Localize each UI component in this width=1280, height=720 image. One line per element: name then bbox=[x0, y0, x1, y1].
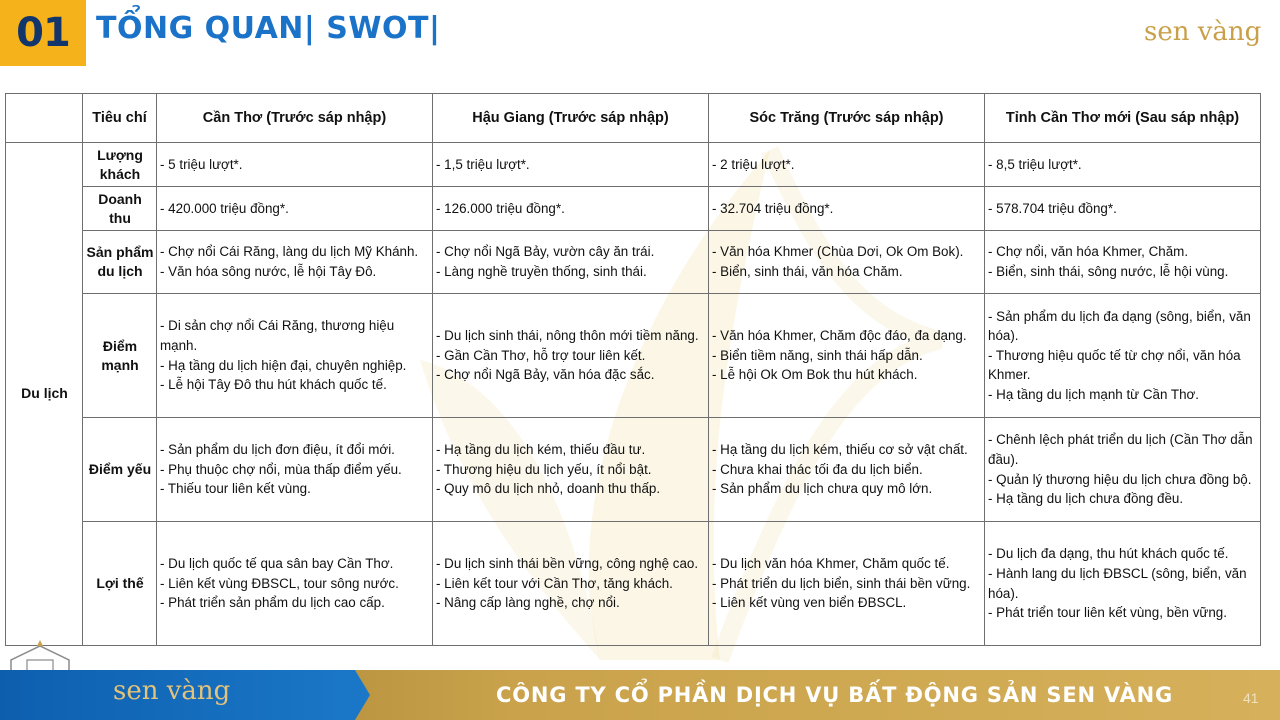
cell-line: - Phát triển du lịch biển, sinh thái bền vững. bbox=[712, 575, 971, 591]
table-cell bbox=[433, 418, 709, 522]
cell-line: - Hành lang du lịch ĐBSCL (sông, biển, văn hóa). bbox=[988, 565, 1247, 601]
table-cell bbox=[157, 418, 433, 522]
footer-logo-text: sen vàng bbox=[113, 676, 231, 706]
cell-line: - Lễ hội Ok Om Bok thu hút khách. bbox=[712, 367, 918, 383]
table-cell bbox=[709, 187, 985, 231]
cell-line: - Phát triển sản phẩm du lịch cao cấp. bbox=[160, 595, 385, 611]
cell-line: - Phụ thuộc chợ nổi, mùa thấp điểm yếu. bbox=[160, 461, 402, 477]
company-name: CÔNG TY CỔ PHẦN DỊCH VỤ BẤT ĐỘNG SẢN SEN VÀNG bbox=[496, 683, 1174, 707]
section-number-box bbox=[0, 0, 86, 66]
cell-line: - Hạ tầng du lịch hiện đại, chuyên nghiệp. bbox=[160, 357, 407, 373]
cell-line: - Quản lý thương hiệu du lịch chưa đồng bộ. bbox=[988, 471, 1252, 487]
cell-line: - Chợ nổi, văn hóa Khmer, Chăm. bbox=[988, 244, 1189, 260]
criterion-label: Điểm yếu bbox=[83, 418, 157, 522]
cell-line: - Biển, sinh thái, sông nước, lễ hội vùng. bbox=[988, 264, 1229, 279]
table-cell bbox=[433, 143, 709, 187]
cell-line: - Sản phẩm du lịch đơn điệu, ít đổi mới. bbox=[160, 442, 395, 458]
table-row bbox=[6, 294, 1261, 418]
table-cell bbox=[157, 522, 433, 646]
cell-line: - Gần Cần Thơ, hỗ trợ tour liên kết. bbox=[436, 347, 646, 363]
slide-header bbox=[0, 0, 1280, 66]
cell-line: - Chưa khai thác tối đa du lịch biển. bbox=[712, 461, 923, 477]
table-cell bbox=[433, 231, 709, 294]
cell-line: - Quy mô du lịch nhỏ, doanh thu thấp. bbox=[436, 481, 661, 497]
cell-line: - Biển, sinh thái, văn hóa Chăm. bbox=[712, 264, 903, 279]
cell-line: - Du lịch sinh thái bền vững, công nghệ cao. bbox=[436, 556, 699, 572]
table-header-row bbox=[6, 94, 1261, 143]
cell-line: - Làng nghề truyền thống, sinh thái. bbox=[436, 264, 647, 279]
header-cell-can-tho: Cần Thơ (Trước sáp nhập) bbox=[157, 94, 433, 143]
cell-line: - Sản phẩm du lịch chưa quy mô lớn. bbox=[712, 481, 933, 497]
table-cell bbox=[433, 294, 709, 418]
table-row bbox=[6, 418, 1261, 522]
table-row bbox=[6, 143, 1261, 187]
table-cell bbox=[157, 187, 433, 231]
page-title: TỔNG QUAN| SWOT| bbox=[96, 11, 441, 46]
cell-line: - 8,5 triệu lượt*. bbox=[988, 156, 1082, 172]
cell-line: - Sản phẩm du lịch đa dạng (sông, biển, văn hóa). bbox=[988, 308, 1251, 344]
cell-line: - 1,5 triệu lượt*. bbox=[436, 156, 530, 172]
criterion-label: Lượng khách bbox=[83, 143, 157, 187]
table-cell bbox=[985, 231, 1261, 294]
cell-line: - Chợ nổi Ngã Bảy, vườn cây ăn trái. bbox=[436, 244, 655, 260]
table-cell bbox=[985, 143, 1261, 187]
header-cell-can-tho-new: Tỉnh Cần Thơ mới (Sau sáp nhập) bbox=[985, 94, 1261, 143]
cell-line: - Du lịch quốc tế qua sân bay Cần Thơ. bbox=[160, 556, 394, 572]
cell-line: - Liên kết tour với Cần Thơ, tăng khách. bbox=[436, 575, 673, 591]
header-cell-soc-trang: Sóc Trăng (Trước sáp nhập) bbox=[709, 94, 985, 143]
table-cell bbox=[709, 231, 985, 294]
building-emblem-icon bbox=[5, 640, 75, 672]
cell-line: - Biển tiềm năng, sinh thái hấp dẫn. bbox=[712, 347, 923, 363]
cell-line: - Văn hóa sông nước, lễ hội Tây Đô. bbox=[160, 264, 377, 279]
cell-line: - Du lịch văn hóa Khmer, Chăm quốc tế. bbox=[712, 556, 950, 572]
table-cell bbox=[157, 143, 433, 187]
table-cell bbox=[433, 522, 709, 646]
table-row bbox=[6, 522, 1261, 646]
cell-line: - Liên kết vùng ĐBSCL, tour sông nước. bbox=[160, 575, 399, 591]
cell-line: - Hạ tầng du lịch kém, thiếu đầu tư. bbox=[436, 442, 646, 458]
section-number: 01 bbox=[16, 10, 70, 56]
table-cell bbox=[709, 143, 985, 187]
table-cell bbox=[709, 522, 985, 646]
table-cell bbox=[709, 418, 985, 522]
criterion-label: Sản phẩm du lịch bbox=[83, 231, 157, 294]
cell-line: - Hạ tầng du lịch mạnh từ Cần Thơ. bbox=[988, 386, 1200, 402]
table-row bbox=[6, 231, 1261, 294]
table-cell bbox=[157, 294, 433, 418]
criterion-label: Điểm mạnh bbox=[83, 294, 157, 418]
criterion-label: Doanh thu bbox=[83, 187, 157, 231]
cell-line: - Du lịch sinh thái, nông thôn mới tiềm năng. bbox=[436, 328, 699, 344]
cell-line: - Du lịch đa dạng, thu hút khách quốc tế. bbox=[988, 546, 1229, 562]
cell-line: - Di sản chợ nổi Cái Răng, thương hiệu mạnh. bbox=[160, 318, 395, 353]
cell-line: - Liên kết vùng ven biển ĐBSCL. bbox=[712, 595, 907, 611]
cell-line: - Chợ nổi Ngã Bảy, văn hóa đặc sắc. bbox=[436, 367, 655, 383]
page-number: 41 bbox=[1243, 690, 1259, 706]
header-cell-criterion: Tiêu chí bbox=[83, 94, 157, 143]
cell-line: - Lễ hội Tây Đô thu hút khách quốc tế. bbox=[160, 377, 387, 393]
cell-line: - Phát triển tour liên kết vùng, bền vững. bbox=[988, 605, 1227, 621]
header-cell-hau-giang: Hậu Giang (Trước sáp nhập) bbox=[433, 94, 709, 143]
table-row bbox=[6, 187, 1261, 231]
cell-line: - Hạ tầng du lịch kém, thiếu cơ sở vật chất. bbox=[712, 442, 968, 458]
header-cell-empty bbox=[6, 94, 83, 143]
table-cell bbox=[433, 187, 709, 231]
cell-line: - 126.000 triệu đồng*. bbox=[436, 200, 565, 216]
cell-line: - Nâng cấp làng nghề, chợ nổi. bbox=[436, 595, 620, 611]
logo-text: sen vàng bbox=[1144, 17, 1262, 47]
table-cell bbox=[709, 294, 985, 418]
table-cell bbox=[985, 187, 1261, 231]
cell-line: - Thương hiệu du lịch yếu, ít nổi bật. bbox=[436, 461, 652, 477]
table-cell bbox=[985, 294, 1261, 418]
group-label: Du lịch bbox=[6, 143, 83, 646]
cell-line: - Văn hóa Khmer (Chùa Dơi, Ok Om Bok). bbox=[712, 244, 964, 260]
cell-line: - Chênh lệch phát triển du lịch (Cần Thơ dẫn đầu). bbox=[988, 432, 1253, 467]
cell-line: - 2 triệu lượt*. bbox=[712, 156, 795, 172]
sen-vang-logo bbox=[1142, 6, 1270, 48]
cell-line: - 32.704 triệu đồng*. bbox=[712, 200, 834, 216]
table-cell bbox=[157, 231, 433, 294]
cell-line: - Văn hóa Khmer, Chăm độc đáo, đa dạng. bbox=[712, 328, 967, 344]
table-cell bbox=[985, 418, 1261, 522]
cell-line: - 5 triệu lượt*. bbox=[160, 156, 243, 172]
cell-line: - Chợ nổi Cái Răng, làng du lịch Mỹ Khánh. bbox=[160, 244, 419, 260]
cell-line: - Thương hiệu quốc tế từ chợ nổi, văn hóa Khmer. bbox=[988, 347, 1241, 383]
criterion-label: Lợi thế bbox=[83, 522, 157, 646]
cell-line: - 578.704 triệu đồng*. bbox=[988, 200, 1117, 216]
cell-line: - Thiếu tour liên kết vùng. bbox=[160, 481, 311, 497]
swot-table bbox=[5, 93, 1261, 646]
cell-line: - 420.000 triệu đồng*. bbox=[160, 200, 289, 216]
slide-footer bbox=[0, 670, 1280, 720]
table-cell bbox=[985, 522, 1261, 646]
cell-line: - Hạ tầng du lịch chưa đồng đều. bbox=[988, 491, 1184, 507]
